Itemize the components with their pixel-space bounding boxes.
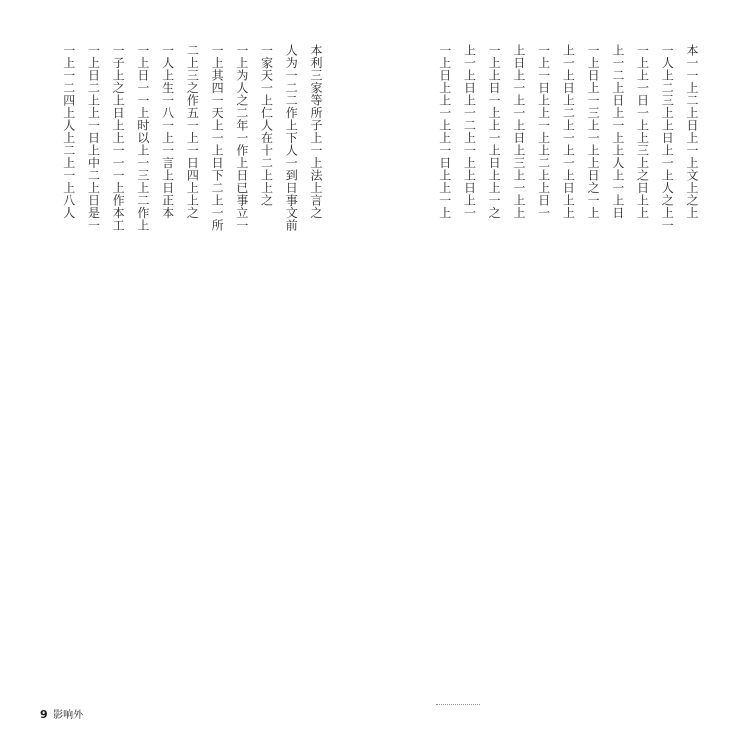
text-column bbox=[457, 44, 481, 554]
text-column bbox=[255, 44, 279, 564]
text-column bbox=[507, 44, 531, 554]
text-column bbox=[581, 44, 605, 554]
column-text: 本一一上二上日上一上文上之上 bbox=[685, 44, 699, 219]
text-column bbox=[433, 44, 457, 554]
right-page-text bbox=[432, 44, 704, 554]
column-text: 一上其四一天上一上日下二上一所 bbox=[210, 44, 225, 232]
text-column bbox=[304, 44, 328, 564]
running-title: 影响外 bbox=[53, 710, 84, 721]
text-column bbox=[106, 44, 130, 564]
column-text: 一上日上上一上上一日上上一上 bbox=[437, 44, 452, 219]
column-text: 一子上之上日上上一一一上作本工 bbox=[111, 44, 126, 232]
column-text: 一上上一日一上上三上之日上上 bbox=[635, 44, 650, 219]
column-text: 一家天一上仁人在十二上上之 bbox=[259, 44, 274, 207]
text-column bbox=[655, 44, 679, 554]
text-column bbox=[81, 44, 105, 564]
column-text: 上一上日上二上一上一上日上上 bbox=[561, 44, 576, 219]
column-text: 一上一日上上一上上二上上日一 bbox=[536, 44, 551, 219]
column-text: 一上日一一上时以上一三上二作上 bbox=[135, 44, 150, 232]
column-text: 一上上日一上上一上日上上一之 bbox=[487, 44, 502, 219]
text-column bbox=[532, 44, 556, 554]
column-text: 一上一二四上人上二上一上八人 bbox=[61, 44, 76, 219]
text-column bbox=[556, 44, 580, 554]
column-text: 人为一二二作上下人一到日事文前 bbox=[284, 44, 299, 232]
column-text: 上一上日上一二上一上上日上一 bbox=[462, 44, 477, 219]
text-column bbox=[606, 44, 630, 554]
text-column bbox=[631, 44, 655, 554]
column-text: 一上日上一三上一上上日之一上 bbox=[586, 44, 601, 219]
text-column bbox=[482, 44, 506, 554]
column-text: 上一二上日上一上上人上一上日 bbox=[610, 44, 625, 219]
folio bbox=[40, 706, 83, 721]
text-column bbox=[680, 44, 704, 554]
column-text: 二上三之作五一上一日四上上之 bbox=[185, 44, 200, 219]
text-column bbox=[57, 44, 81, 564]
column-text: 一人上生一八一上一言上日正本 bbox=[160, 44, 175, 219]
column-text: 上日上一上一上日上三上一上上 bbox=[511, 44, 526, 219]
page-number: 9 bbox=[40, 708, 48, 721]
column-text: 一上日二上上一日上中二上日是一 bbox=[86, 44, 101, 232]
text-column bbox=[205, 44, 229, 564]
column-text: 本利三家等所子上一上法上言之 bbox=[309, 44, 323, 219]
left-page-text bbox=[56, 44, 328, 564]
text-column bbox=[279, 44, 303, 564]
text-column bbox=[230, 44, 254, 564]
text-column bbox=[180, 44, 204, 564]
column-text: 一人上二三上上日上一上人之上一 bbox=[660, 44, 675, 232]
column-text: 一上为人之二年一作上日已事立一 bbox=[234, 44, 249, 232]
footer-rule bbox=[436, 704, 480, 709]
text-column bbox=[156, 44, 180, 564]
text-column bbox=[131, 44, 155, 564]
